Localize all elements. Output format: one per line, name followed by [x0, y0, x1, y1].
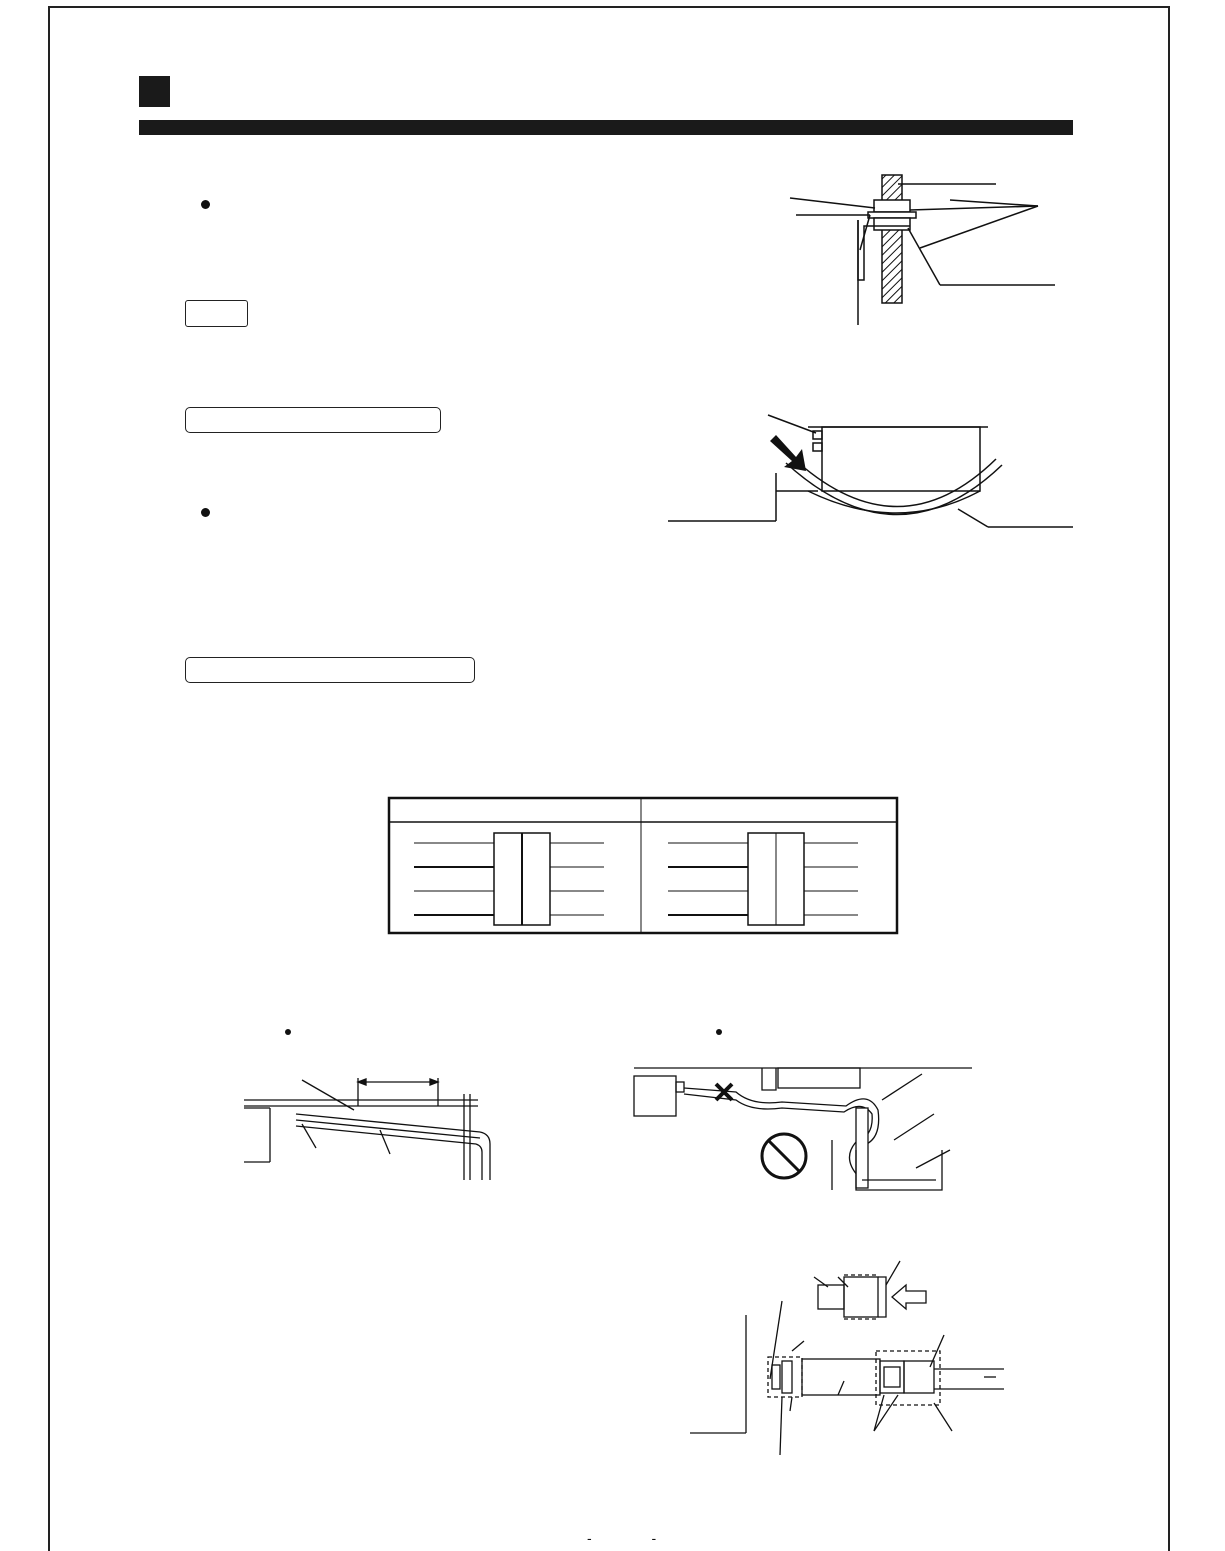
bullet-icon — [285, 1029, 291, 1035]
hanger-bolt-diagram — [780, 170, 1070, 330]
bullet-icon — [201, 200, 210, 209]
drain-slope-diagram — [240, 1070, 500, 1190]
wiring-table — [388, 797, 898, 935]
drain-connection-diagram — [686, 1255, 1006, 1465]
level-check-diagram — [668, 405, 1078, 565]
bullet-icon — [201, 508, 210, 517]
arrow-icon — [770, 435, 806, 471]
bullet-icon — [716, 1029, 722, 1035]
page-number: - - — [587, 1530, 685, 1546]
prohibited-icon — [762, 1134, 806, 1178]
subsection-label-box — [185, 657, 475, 683]
note-label-box — [185, 300, 248, 327]
drain-prohibited-diagram — [632, 1060, 982, 1210]
subsection-label-box — [185, 407, 441, 433]
section-square-icon — [139, 76, 170, 107]
section-header-rule — [139, 120, 1073, 135]
